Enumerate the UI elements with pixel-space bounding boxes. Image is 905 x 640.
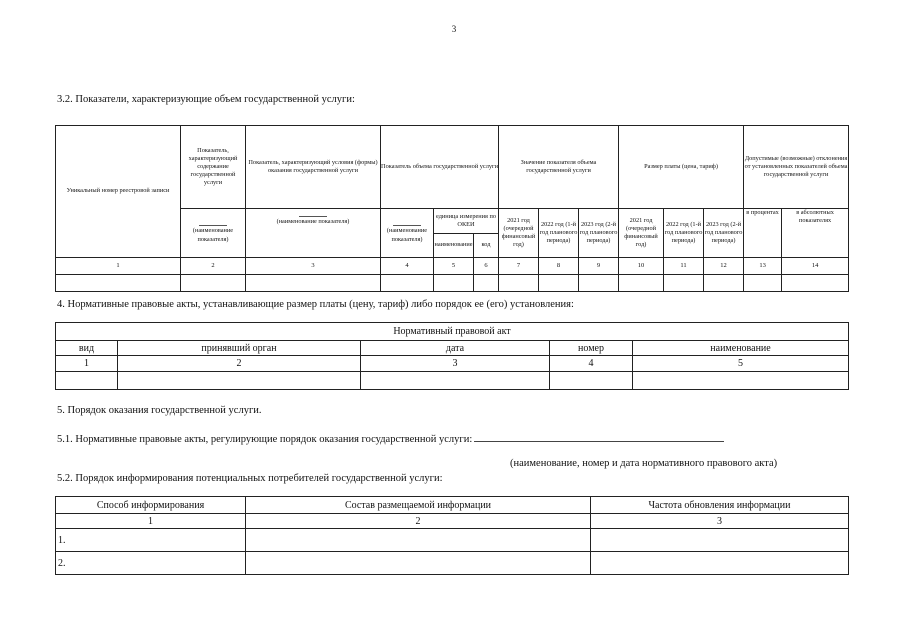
empty-cell[interactable]	[474, 275, 499, 292]
unit-okei-header: единица измерения по ОКЕИ	[434, 209, 499, 234]
empty-cell[interactable]	[550, 372, 633, 390]
blank-line	[393, 222, 421, 226]
column-number: 1	[56, 514, 246, 529]
column-header-number: номер	[550, 341, 633, 356]
conditions-name-label: (наименование показателя)	[276, 218, 350, 225]
volume-name-cell	[381, 209, 434, 258]
header-volume-indicator: Показатель объема государственной услуги	[381, 126, 499, 209]
column-number: 4	[381, 258, 434, 275]
column-header-method: Способ информирования	[56, 497, 246, 514]
table-row	[56, 552, 849, 575]
column-number: 5	[434, 258, 474, 275]
column-number: 8	[539, 258, 579, 275]
value-2022-header: 2022 год (1-й год планового периода)	[539, 209, 579, 258]
column-number: 2	[118, 356, 361, 372]
section-5-2-heading: 5.2. Порядок информирования потенциальных потребителей государственной услуги:	[57, 473, 443, 484]
empty-cell[interactable]	[539, 275, 579, 292]
row-label[interactable]: 2.	[56, 552, 246, 575]
column-number: 11	[664, 258, 704, 275]
value-2023-header: 2023 год (2-й год планового периода)	[579, 209, 619, 258]
column-number: 13	[744, 258, 782, 275]
column-header-date: дата	[361, 341, 550, 356]
blank-line	[199, 222, 227, 226]
empty-cell[interactable]	[664, 275, 704, 292]
column-number: 4	[550, 356, 633, 372]
empty-cell[interactable]	[56, 372, 118, 390]
column-header-content: Состав размещаемой информации	[246, 497, 591, 514]
empty-cell[interactable]	[246, 275, 381, 292]
table-row	[56, 372, 849, 390]
deviation-absolute-header: в абсолютных показателях	[782, 209, 849, 258]
unit-code-header: код	[474, 234, 499, 258]
column-number: 2	[246, 514, 591, 529]
empty-cell[interactable]	[499, 275, 539, 292]
value-2021-header: 2021 год (очередной финансовый год)	[499, 209, 539, 258]
volume-name-label: (наименование показателя)	[386, 227, 428, 243]
column-number: 9	[579, 258, 619, 275]
empty-cell[interactable]	[246, 552, 591, 575]
empty-cell[interactable]	[361, 372, 550, 390]
deviation-percent-header: в процентах	[744, 209, 782, 258]
header-volume-value: Значение показателя объема государственной услуги	[499, 126, 619, 209]
legal-act-fill-line[interactable]	[474, 432, 724, 442]
legal-act-title: Нормативный правовой акт	[56, 323, 849, 341]
fee-2022-header: 2022 год (1-й год планового периода)	[664, 209, 704, 258]
table-row	[56, 529, 849, 552]
legal-acts-fee-table	[55, 322, 849, 390]
page-number: 3	[451, 24, 457, 34]
section-5-1-row	[57, 432, 724, 445]
column-header-authority: принявший орган	[118, 341, 361, 356]
empty-cell[interactable]	[579, 275, 619, 292]
fee-2023-header: 2023 год (2-й год планового периода)	[704, 209, 744, 258]
column-number: 3	[361, 356, 550, 372]
unit-name-header: наименование	[434, 234, 474, 258]
column-number: 6	[474, 258, 499, 275]
column-number: 3	[591, 514, 849, 529]
column-number: 10	[619, 258, 664, 275]
column-header-type: вид	[56, 341, 118, 356]
empty-cell[interactable]	[56, 275, 181, 292]
section-5-heading: 5. Порядок оказания государственной услуги.	[57, 405, 262, 416]
empty-cell[interactable]	[633, 372, 849, 390]
empty-cell[interactable]	[591, 529, 849, 552]
column-number: 2	[181, 258, 246, 275]
header-registry-number: Уникальный номер реестровой записи	[56, 126, 181, 258]
empty-cell[interactable]	[246, 529, 591, 552]
empty-cell[interactable]	[181, 275, 246, 292]
header-conditions-indicator: Показатель, характеризующий условия (формы) оказания государственной услуги	[246, 126, 381, 209]
table-row	[56, 275, 849, 292]
empty-cell[interactable]	[619, 275, 664, 292]
row-label[interactable]: 1.	[56, 529, 246, 552]
column-number: 7	[499, 258, 539, 275]
column-header-frequency: Частота обновления информации	[591, 497, 849, 514]
empty-cell[interactable]	[704, 275, 744, 292]
column-header-name: наименование	[633, 341, 849, 356]
empty-cell[interactable]	[118, 372, 361, 390]
empty-cell[interactable]	[434, 275, 474, 292]
header-fee: Размер платы (цена, тариф)	[619, 126, 744, 209]
information-order-table	[55, 496, 849, 575]
section-4-heading: 4. Нормативные правовые акты, устанавливающие размер платы (цену, тариф) либо порядок ее (его) установления:	[57, 299, 574, 310]
volume-indicators-table	[55, 125, 849, 292]
content-name-cell	[181, 209, 246, 258]
empty-cell[interactable]	[381, 275, 434, 292]
column-number: 1	[56, 258, 181, 275]
column-number: 14	[782, 258, 849, 275]
empty-cell[interactable]	[591, 552, 849, 575]
section-5-1-caption: (наименование, номер и дата нормативного правового акта)	[510, 458, 778, 469]
section-3-2-heading: 3.2. Показатели, характеризующие объем государственной услуги:	[57, 94, 355, 105]
column-number: 12	[704, 258, 744, 275]
content-name-label: (наименование показателя)	[192, 227, 234, 243]
header-deviation: Допустимые (возможные) отклонения от установленных показателей объема государственной услуги	[744, 126, 849, 209]
empty-cell[interactable]	[744, 275, 782, 292]
header-content-indicator: Показатель, характеризующий содержание государственной услуги	[181, 126, 246, 209]
section-5-1-heading: 5.1. Нормативные правовые акты, регулирующие порядок оказания государственной услуги:	[57, 434, 473, 445]
column-number: 1	[56, 356, 118, 372]
empty-cell[interactable]	[782, 275, 849, 292]
conditions-name-cell	[246, 209, 381, 258]
column-number: 5	[633, 356, 849, 372]
blank-line	[299, 213, 327, 217]
fee-2021-header: 2021 год (очередной финансовый год)	[619, 209, 664, 258]
column-number: 3	[246, 258, 381, 275]
